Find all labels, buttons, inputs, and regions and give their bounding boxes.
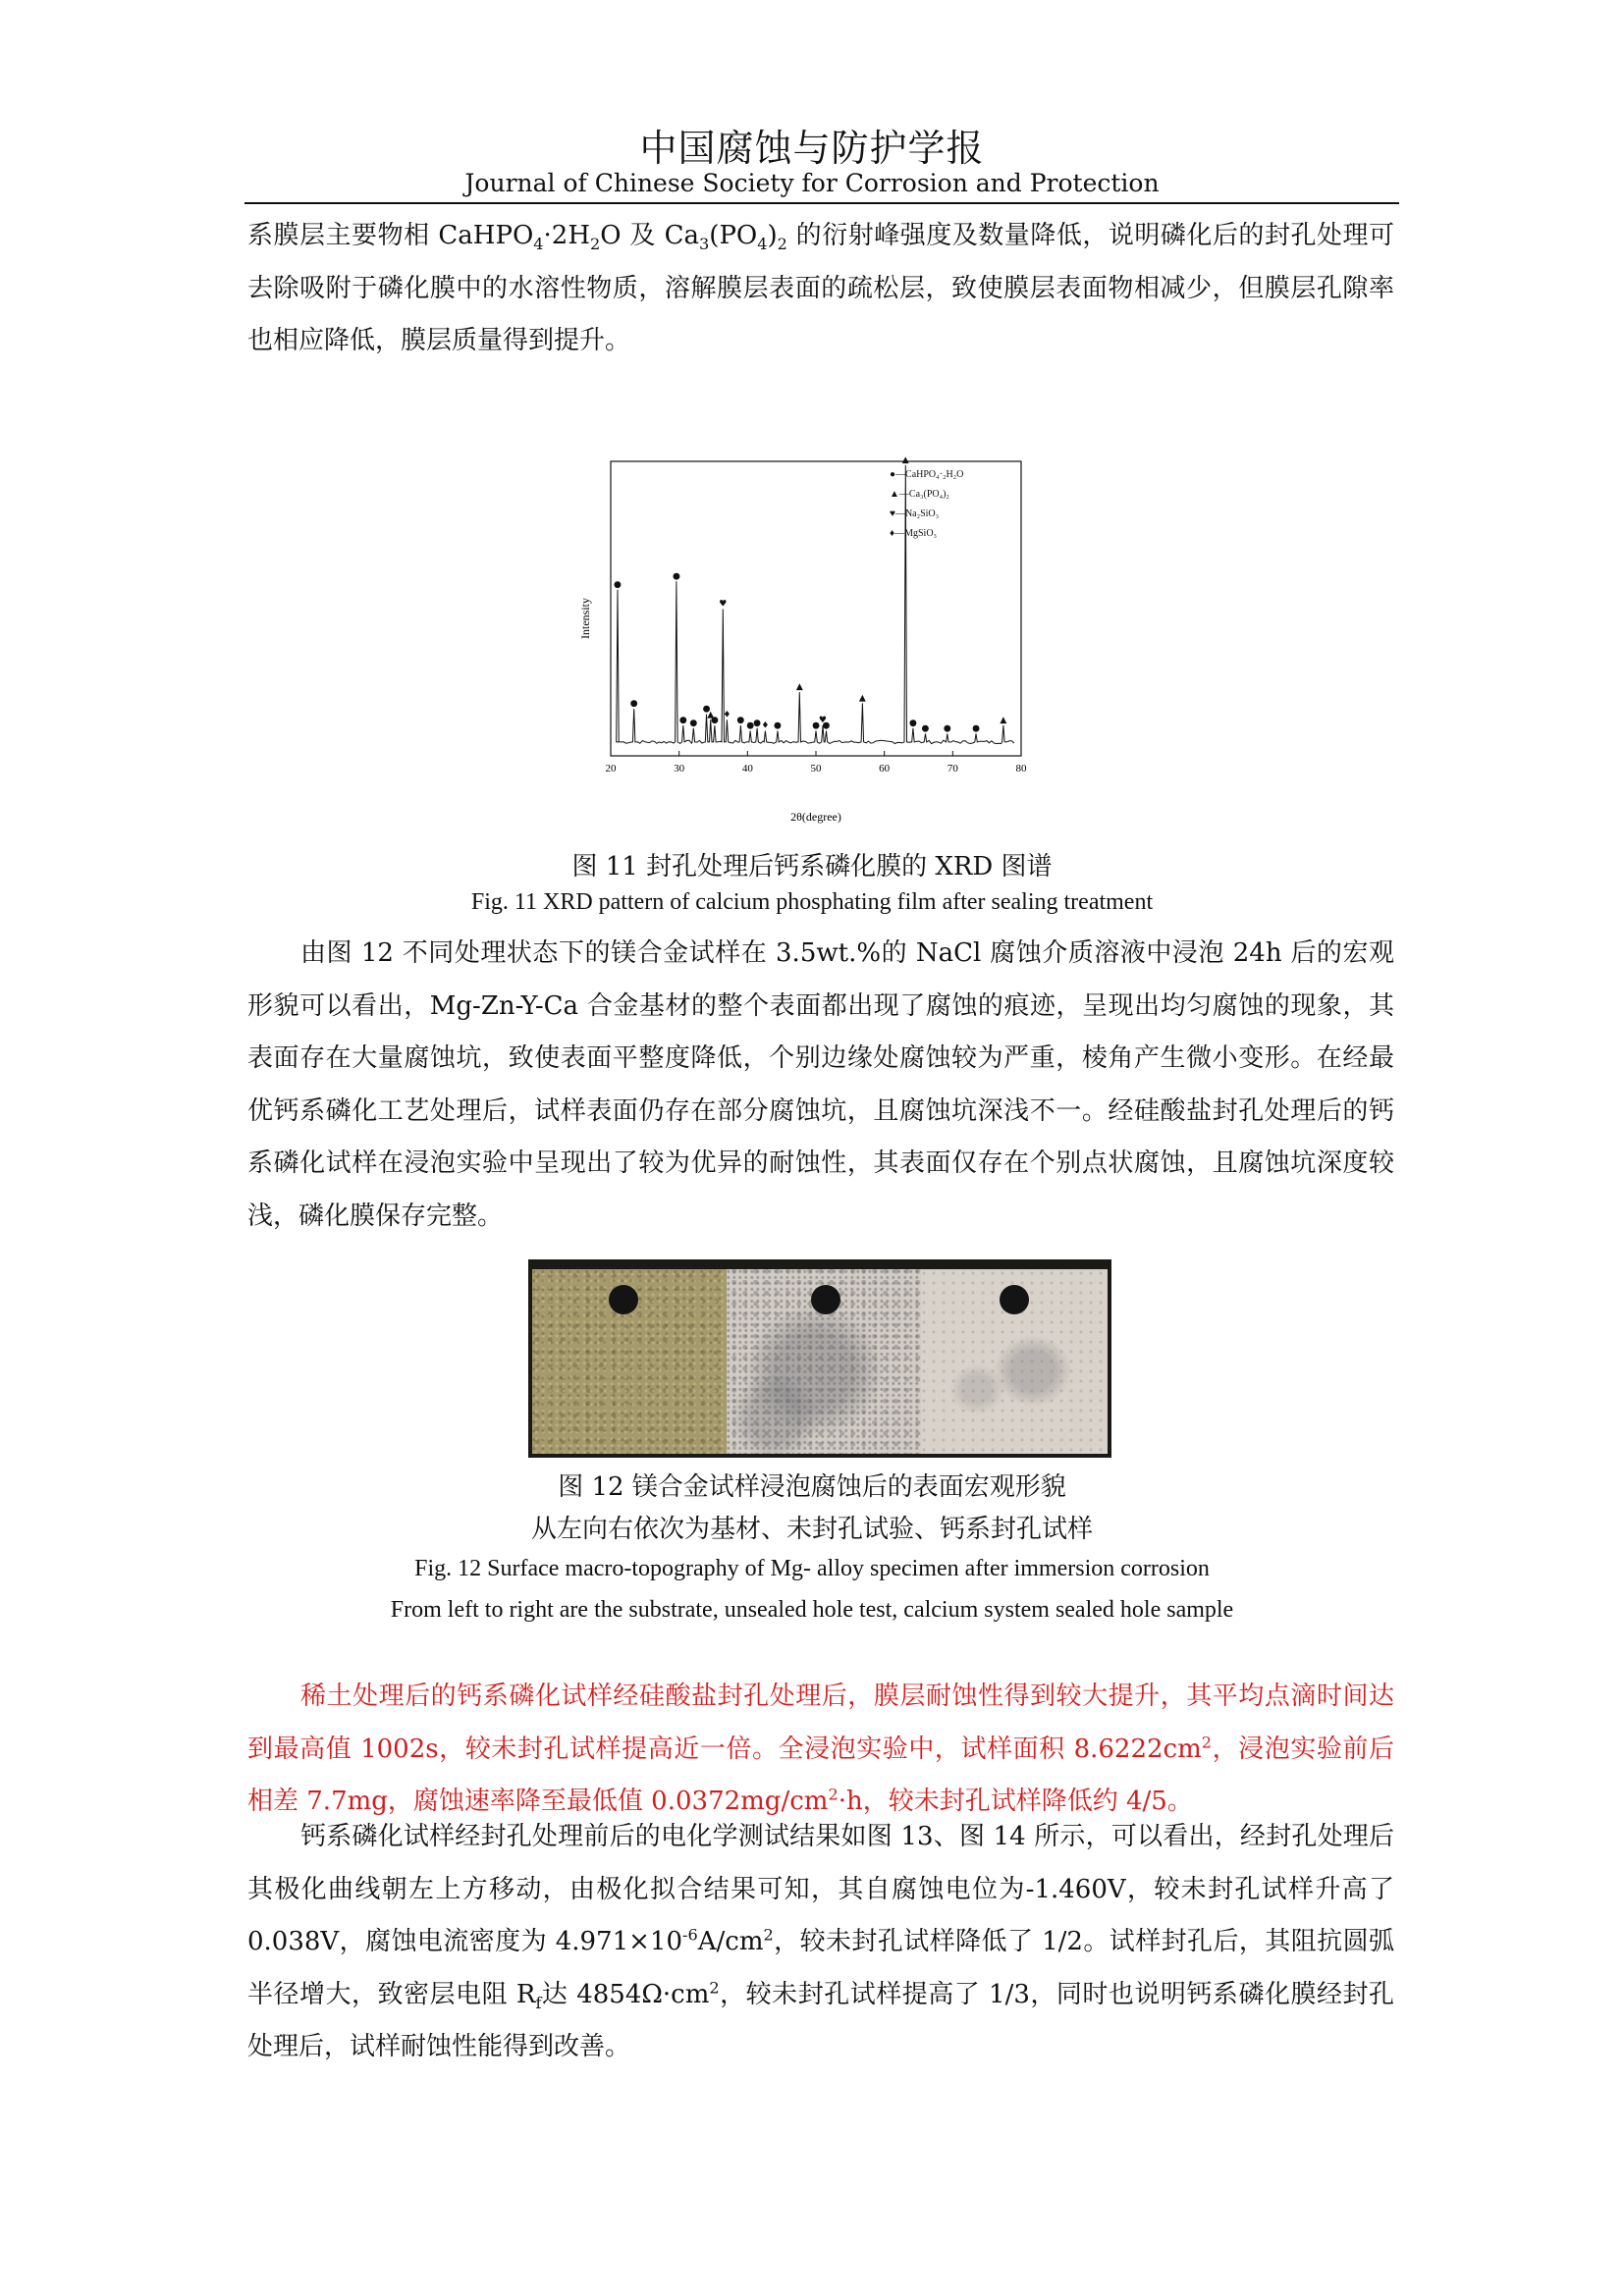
mounting-hole: [1000, 1285, 1029, 1314]
paragraph-phase-analysis: [247, 210, 1394, 368]
x-tick-label: 50: [810, 763, 822, 774]
journal-title-cn: 中国腐蚀与防护学报: [639, 127, 985, 170]
subscript: 4: [533, 235, 544, 254]
superscript: 2: [1201, 1732, 1213, 1751]
text-run: 稀土处理后的钙系磷化试样经硅酸盐封孔处理后，膜层耐蚀性得到较大提升，其平均点滴时间达到最高值 1002s，较未封孔试样提高近一倍。全浸泡实验中，试样面积 8.6222cm: [247, 1682, 1394, 1764]
text-run: (PO: [709, 221, 758, 250]
superscript: 2: [709, 1977, 720, 1997]
peak-marker: ●: [812, 721, 820, 731]
peak-marker: ♥: [818, 715, 828, 725]
figure-12-caption-en-2: From left to right are the substrate, unsealed hole test, calcium system sealed hole sample: [390, 1597, 1234, 1623]
text-run: ，较未封孔试样提高了 1/3，同时也说明钙系磷化膜经封孔处理后，试样耐蚀性能得到改善。: [247, 1979, 1394, 2061]
text-run: ，较未封孔试样降低了 1/2。试样封孔后，其阻抗圆弧半径增大，致密层电阻 R: [247, 1927, 1395, 2009]
paragraph-text: 由图 12 不同处理状态下的镁合金试样在 3.5wt.%的 NaCl 腐蚀介质溶液中浸泡 24h 后的宏观形貌可以看出，Mg-Zn-Y-Ca 合金基材的整个表面都出现了腐蚀的痕迹，呈现出均匀腐蚀的现象，其表面存在大量腐蚀坑，致使表面平整度降低，个别边缘处腐蚀较为严重，棱角产生微小变形。在经最优钙系磷化工艺处理后，试样表面仍存在部分腐蚀坑，且腐蚀坑深浅不一。经硅酸盐封孔处理后的钙系磷化试样在浸泡实验中呈现出了较为优异的耐蚀性，其表面仅存在个别点状腐蚀，且腐蚀坑深度较浅，磷化膜保存完整。: [247, 938, 1394, 1231]
text-run: 系膜层主要物相 CaHPO: [247, 221, 534, 250]
legend-entry: ▲—Ca₃(PO₄)₂: [890, 489, 949, 500]
x-tick-label: 30: [674, 763, 685, 774]
specimen-substrate-photo: [532, 1269, 727, 1454]
paragraph-electrochemical: [247, 1811, 1394, 2074]
paragraph-sealing-result: [247, 1671, 1394, 1829]
x-tick-label: 80: [1015, 763, 1027, 774]
paragraph-macro-morphology: [247, 928, 1394, 1243]
text-run: ，浸泡实验前后相差 7.7mg，腐蚀速率降至最低值 0.0372mg/cm: [247, 1734, 1394, 1816]
peak-marker: ●: [678, 715, 687, 725]
x-tick-label: 60: [879, 763, 891, 774]
mounting-hole: [811, 1285, 840, 1314]
peak-marker: ●: [746, 721, 755, 731]
mounting-hole: [609, 1285, 638, 1314]
peak-marker: ●: [774, 721, 782, 731]
xrd-chart: [550, 452, 1060, 834]
superscript: -6: [682, 1925, 698, 1945]
peak-marker: ●: [753, 718, 762, 728]
peak-marker: ●: [943, 723, 951, 734]
peak-marker: ●: [908, 718, 917, 728]
subscript: 2: [777, 235, 787, 254]
peak-marker: ●: [822, 721, 831, 731]
legend-entry: ♦—MgSiO₃: [890, 528, 938, 539]
peak-marker: ●: [736, 715, 745, 725]
figure-12-caption-en-1: Fig. 12 Surface macro-topography of Mg- alloy specimen after immersion corrosion: [414, 1556, 1210, 1581]
figure-12-caption-cn-1: 图 12 镁合金试样浸泡腐蚀后的表面宏观形貌: [558, 1472, 1066, 1502]
peak-marker: ▲: [1000, 715, 1007, 725]
subscript: 4: [757, 235, 768, 254]
legend-entry: ♥—Na₂SiO₃: [890, 508, 940, 519]
x-axis-label: 2θ(degree): [790, 810, 841, 824]
peak-marker: ♦: [723, 710, 731, 721]
peak-marker: ♥: [719, 599, 728, 610]
peak-marker: ●: [672, 571, 680, 582]
peak-marker: ●: [689, 718, 698, 728]
peak-marker: ●: [629, 699, 638, 710]
subscript: f: [535, 1993, 542, 2012]
text-run: O 及 Ca: [600, 221, 700, 250]
text-run: A/cm: [697, 1927, 764, 1956]
figure-11-caption-cn: 图 11 封孔处理后钙系磷化膜的 XRD 图谱: [571, 852, 1053, 881]
x-tick-label: 40: [741, 763, 753, 774]
subscript: 3: [699, 235, 710, 254]
header-rule: [244, 202, 1399, 204]
peak-marker: ●: [972, 723, 980, 734]
text-run: ·h，较未封孔试样降低约 4/5。: [838, 1787, 1193, 1816]
peak-marker: ▲: [901, 454, 909, 465]
figure-12-caption-cn-2: 从左向右依次为基材、未封孔试验、钙系封孔试样: [530, 1515, 1093, 1544]
xrd-pattern-line: [617, 465, 1014, 744]
journal-title-en: Journal of Chinese Society for Corrosion and Protection: [464, 169, 1160, 197]
text-run: 钙系磷化试样经封孔处理前后的电化学测试结果如图 13、图 14 所示，可以看出，经封孔处理后其极化曲线朝左上方移动，由极化拟合结果可知，其自腐蚀电位为-1.460V，较未封孔试样升高了 0.038V，腐蚀电流密度为 4.971×10: [247, 1822, 1394, 1956]
text-run: ·2H: [543, 221, 590, 250]
legend-entry: ●—CaHPO₄·₂H₂O: [890, 469, 964, 480]
peak-marker: ▲: [707, 710, 715, 721]
peak-marker: ▲: [858, 693, 866, 704]
superscript: 2: [828, 1785, 839, 1804]
text-run: 达 4854Ω·cm: [541, 1979, 710, 2009]
specimen-unsealed-photo: [727, 1269, 921, 1454]
superscript: 2: [763, 1925, 774, 1945]
figure-11-caption-en: Fig. 11 XRD pattern of calcium phosphating film after sealing treatment: [470, 889, 1154, 915]
subscript: 2: [590, 235, 601, 254]
peak-marker: ▲: [795, 682, 803, 693]
peak-marker: ●: [702, 704, 711, 715]
peak-marker: ●: [921, 723, 930, 734]
peak-marker: ●: [710, 715, 719, 725]
peak-marker: ♦: [761, 721, 770, 731]
figure-12-photos: [528, 1259, 1111, 1458]
text-run: ): [767, 221, 778, 250]
x-tick-label: 70: [947, 763, 958, 774]
plot-frame: [611, 461, 1021, 756]
specimen-sealed-photo: [921, 1269, 1108, 1454]
x-tick-label: 20: [605, 763, 617, 774]
text-run: 的衍射峰强度及数量降低，说明磷化后的封孔处理可去除吸附于磷化膜中的水溶性物质，溶解膜层表面的疏松层，致使膜层表面物相减少，但膜层孔隙率也相应降低，膜层质量得到提升。: [247, 221, 1394, 355]
peak-marker: ●: [614, 579, 622, 590]
y-axis-label: Intensity: [578, 598, 592, 639]
